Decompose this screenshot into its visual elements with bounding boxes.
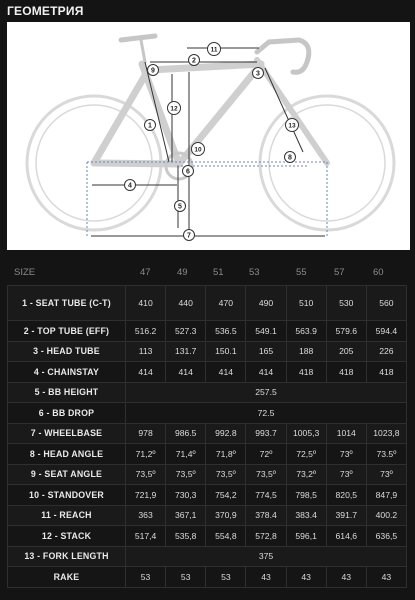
row-value: 1014 bbox=[326, 423, 366, 444]
row-value: 72,5º bbox=[286, 444, 326, 465]
saddle bbox=[121, 36, 155, 40]
row-value: 798,5 bbox=[286, 485, 326, 506]
marker-3 bbox=[253, 68, 264, 79]
row-label: 10 - STANDOVER bbox=[8, 485, 126, 506]
row-value: 370,9 bbox=[206, 505, 246, 526]
row-value: 517,4 bbox=[126, 526, 166, 547]
row-value: 53 bbox=[126, 567, 166, 588]
row-value: 721,9 bbox=[126, 485, 166, 506]
row-value: 113 bbox=[126, 341, 166, 362]
row-value: 165 bbox=[246, 341, 286, 362]
seatpost bbox=[141, 40, 145, 62]
svg-text:7: 7 bbox=[187, 232, 191, 240]
size-57: 57 bbox=[334, 267, 345, 278]
marker-10 bbox=[192, 143, 205, 156]
row-value: 596,1 bbox=[286, 526, 326, 547]
row-value: 978 bbox=[126, 423, 166, 444]
row-value: 1005,3 bbox=[286, 423, 326, 444]
size-47: 47 bbox=[140, 267, 151, 278]
row-label: 4 - CHAINSTAY bbox=[8, 362, 126, 383]
marker-7 bbox=[184, 230, 195, 241]
svg-text:4: 4 bbox=[128, 182, 132, 190]
row-value: 614,6 bbox=[326, 526, 366, 547]
row-value: 391.7 bbox=[326, 505, 366, 526]
table-row bbox=[8, 546, 407, 567]
row-value: 414 bbox=[206, 362, 246, 383]
row-value: 150.1 bbox=[206, 341, 246, 362]
row-value: 205 bbox=[326, 341, 366, 362]
row-value: 470 bbox=[206, 286, 246, 321]
row-value: 367,1 bbox=[166, 505, 206, 526]
svg-text:2: 2 bbox=[192, 57, 196, 65]
row-value: 72º bbox=[246, 444, 286, 465]
row-label: RAKE bbox=[8, 567, 126, 588]
row-value: 71,2º bbox=[126, 444, 166, 465]
row-value: 554,8 bbox=[206, 526, 246, 547]
row-value: 73º bbox=[366, 464, 406, 485]
row-value-all-sizes: 257.5 bbox=[126, 382, 407, 403]
table-row bbox=[8, 341, 407, 362]
row-value: 774,5 bbox=[246, 485, 286, 506]
row-value: 71,8º bbox=[206, 444, 246, 465]
page-title: ГЕОМЕТРИЯ bbox=[7, 4, 84, 18]
row-label: 1 - SEAT TUBE (C-T) bbox=[8, 286, 126, 321]
row-value: 188 bbox=[286, 341, 326, 362]
row-value: 414 bbox=[246, 362, 286, 383]
measure-seat-tube bbox=[145, 62, 169, 162]
wheels bbox=[27, 96, 394, 230]
row-value-all-sizes: 375 bbox=[126, 546, 407, 567]
table-row bbox=[8, 362, 407, 383]
svg-text:5: 5 bbox=[178, 203, 182, 211]
row-value: 400.2 bbox=[366, 505, 406, 526]
svg-text:11: 11 bbox=[210, 46, 218, 54]
row-value: 440 bbox=[166, 286, 206, 321]
row-label: 3 - HEAD TUBE bbox=[8, 341, 126, 362]
seatstay bbox=[94, 72, 147, 163]
row-value: 535,8 bbox=[166, 526, 206, 547]
table-row bbox=[8, 567, 407, 588]
row-value: 43 bbox=[286, 567, 326, 588]
row-label: 13 - FORK LENGTH bbox=[8, 546, 126, 567]
marker-13 bbox=[286, 119, 299, 132]
measure-head-tube bbox=[265, 68, 303, 152]
row-value: 53 bbox=[206, 567, 246, 588]
row-value: 730,3 bbox=[166, 485, 206, 506]
row-value: 418 bbox=[366, 362, 406, 383]
table-row bbox=[8, 403, 407, 424]
svg-text:13: 13 bbox=[288, 122, 296, 130]
geometry-diagram bbox=[7, 22, 410, 250]
row-value: 383.4 bbox=[286, 505, 326, 526]
row-value: 560 bbox=[366, 286, 406, 321]
row-value: 378.4 bbox=[246, 505, 286, 526]
marker-9 bbox=[148, 65, 159, 76]
row-value-all-sizes: 72.5 bbox=[126, 403, 407, 424]
row-value: 549.1 bbox=[246, 321, 286, 342]
marker-1 bbox=[145, 120, 156, 131]
row-value: 73,5º bbox=[126, 464, 166, 485]
marker-11 bbox=[208, 43, 221, 56]
row-value: 131.7 bbox=[166, 341, 206, 362]
geometry-table bbox=[7, 285, 407, 588]
row-value: 410 bbox=[126, 286, 166, 321]
row-value: 73º bbox=[326, 464, 366, 485]
frame bbox=[94, 57, 327, 164]
row-label: 9 - SEAT ANGLE bbox=[8, 464, 126, 485]
row-value: 73,2º bbox=[286, 464, 326, 485]
row-label: 12 - STACK bbox=[8, 526, 126, 547]
marker-5 bbox=[175, 201, 186, 212]
row-value: 363 bbox=[126, 505, 166, 526]
row-value: 579.6 bbox=[326, 321, 366, 342]
svg-text:10: 10 bbox=[194, 146, 202, 154]
row-value: 43 bbox=[326, 567, 366, 588]
row-value: 414 bbox=[166, 362, 206, 383]
table-row bbox=[8, 286, 407, 321]
marker-6 bbox=[183, 166, 194, 177]
table-row bbox=[8, 382, 407, 403]
row-value: 993.7 bbox=[246, 423, 286, 444]
svg-text:3: 3 bbox=[256, 70, 260, 78]
table-row bbox=[8, 505, 407, 526]
svg-text:6: 6 bbox=[186, 168, 190, 176]
row-value: 418 bbox=[286, 362, 326, 383]
size-header-row bbox=[0, 264, 415, 282]
bike-geometry-drawing bbox=[7, 22, 410, 250]
row-value: 73,5º bbox=[206, 464, 246, 485]
size-49: 49 bbox=[177, 267, 188, 278]
fork bbox=[257, 60, 327, 163]
table-row bbox=[8, 444, 407, 465]
row-value: 572,8 bbox=[246, 526, 286, 547]
row-value: 516.2 bbox=[126, 321, 166, 342]
row-value: 73,5º bbox=[246, 464, 286, 485]
table-row bbox=[8, 526, 407, 547]
row-label: 8 - HEAD ANGLE bbox=[8, 444, 126, 465]
top-tube bbox=[150, 64, 261, 70]
size-60: 60 bbox=[373, 267, 384, 278]
size-53: 53 bbox=[249, 267, 260, 278]
size-55: 55 bbox=[296, 267, 307, 278]
row-label: 11 - REACH bbox=[8, 505, 126, 526]
row-label: 6 - BB DROP bbox=[8, 403, 126, 424]
row-value: 53 bbox=[166, 567, 206, 588]
row-value: 536.5 bbox=[206, 321, 246, 342]
row-value: 73,5º bbox=[166, 464, 206, 485]
row-value: 594.4 bbox=[366, 321, 406, 342]
row-value: 414 bbox=[126, 362, 166, 383]
row-value: 73.5º bbox=[366, 444, 406, 465]
row-value: 43 bbox=[366, 567, 406, 588]
row-value: 71,4º bbox=[166, 444, 206, 465]
row-value: 510 bbox=[286, 286, 326, 321]
row-label: 5 - BB HEIGHT bbox=[8, 382, 126, 403]
row-label: 2 - TOP TUBE (EFF) bbox=[8, 321, 126, 342]
row-value: 73º bbox=[326, 444, 366, 465]
row-value: 418 bbox=[326, 362, 366, 383]
svg-text:9: 9 bbox=[151, 67, 155, 75]
svg-text:1: 1 bbox=[148, 122, 152, 130]
row-value: 847,9 bbox=[366, 485, 406, 506]
row-value: 992.8 bbox=[206, 423, 246, 444]
row-value: 43 bbox=[246, 567, 286, 588]
marker-8 bbox=[285, 152, 296, 163]
table-row bbox=[8, 464, 407, 485]
size-header-label: SIZE bbox=[14, 267, 36, 278]
geometry-table-body bbox=[8, 286, 407, 588]
table-row bbox=[8, 321, 407, 342]
row-value: 530 bbox=[326, 286, 366, 321]
row-label: 7 - WHEELBASE bbox=[8, 423, 126, 444]
svg-text:8: 8 bbox=[288, 154, 292, 162]
marker-12 bbox=[168, 102, 181, 115]
table-row bbox=[8, 485, 407, 506]
row-value: 1023,8 bbox=[366, 423, 406, 444]
table-row bbox=[8, 423, 407, 444]
marker-2 bbox=[189, 55, 200, 66]
svg-text:12: 12 bbox=[170, 105, 178, 113]
row-value: 563.9 bbox=[286, 321, 326, 342]
row-value: 820,5 bbox=[326, 485, 366, 506]
row-value: 636,5 bbox=[366, 526, 406, 547]
marker-4 bbox=[125, 180, 136, 191]
row-value: 527.3 bbox=[166, 321, 206, 342]
row-value: 754,2 bbox=[206, 485, 246, 506]
size-51: 51 bbox=[213, 267, 224, 278]
row-value: 986.5 bbox=[166, 423, 206, 444]
row-value: 226 bbox=[366, 341, 406, 362]
row-value: 490 bbox=[246, 286, 286, 321]
